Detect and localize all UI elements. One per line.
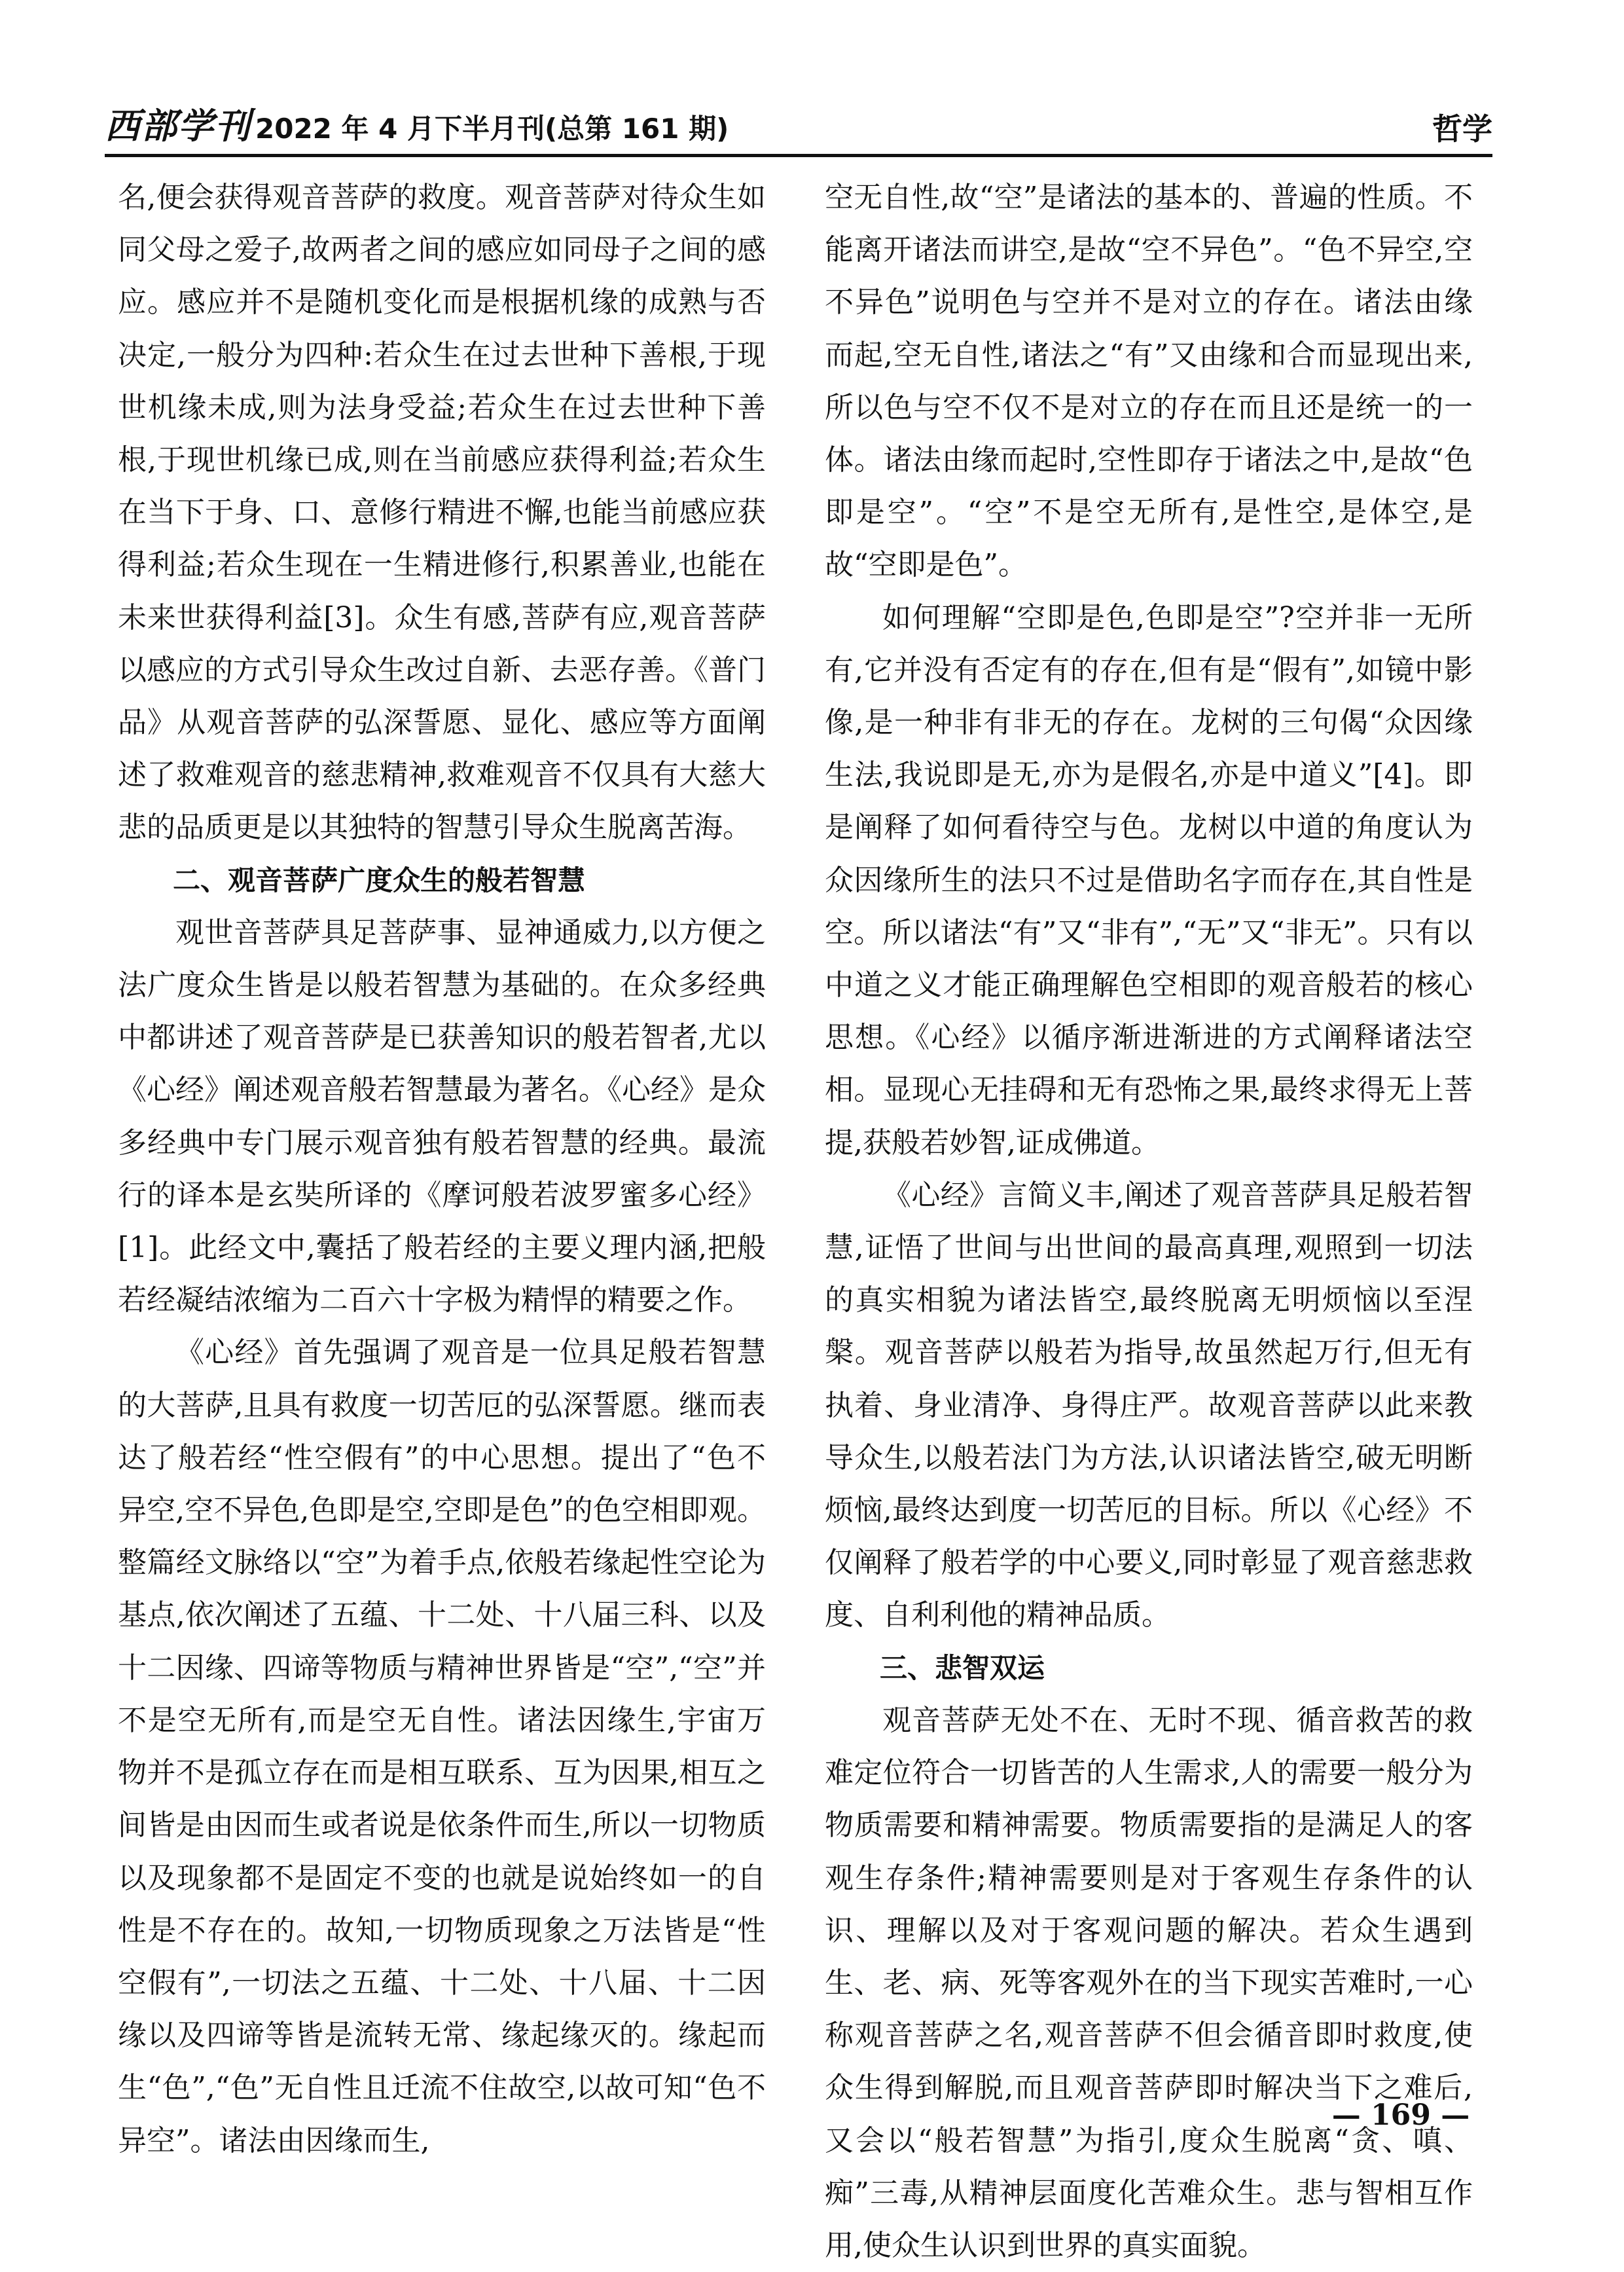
paragraph: 空无自性,故“空”是诸法的基本的、普遍的性质。不能离开诸法而讲空,是故“空不异色”。“色不异空,空不异色”说明色与空并不是对立的存在。诸法由缘而起,空无自性,诸法之“有”又由缘和合而显现出来,所以色与空不仅不是对立的存在而且还是统一的一体。诸法由缘而起时,空性即存于诸法之中,是故“色即是空”。“空”不是空无所有,是性空,是体空,是故“空即是色”。 [825, 181, 1473, 582]
paragraph: 《心经》首先强调了观音是一位具足般若智慧的大菩萨,且具有救度一切苦厄的弘深誓愿。继而表达了般若经“性空假有”的中心思想。提出了“色不异空,空不异色,色即是空,空即是色”的色空相即观。整篇经文脉络以“空”为着手点,依般若缘起性空论为基点,依次阐述了五蕴、十二处、十八届三科、以及十二因缘、四谛等物质与精神世界皆是“空”,“空”并不是空无所有,而是空无自性。诸法因缘生,宇宙万物并不是孤立存在而是相互联系、互为因果,相互之间皆是由因而生或者说是依条件而生,所以一切物质以及现象都不是固定不变的也就是说始终如一的自性是不存在的。故知,一切物质现象之万法皆是“性空假有”,一切法之五蕴、十二处、十八届、十二因缘以及四谛等皆是流转无常、缘起缘灭的。缘起而生“色”,“色”无自性且迁流不住故空,以故可知“色不异空”。诸法由因缘而生, [118, 1336, 766, 2157]
issue-info: 2022 年 4 月下半月刊(总第 161 期) [255, 113, 729, 145]
header-left [105, 98, 729, 149]
right-column [825, 172, 1473, 2272]
paragraph: 观音菩萨无处不在、无时不现、循音救苦的救难定位符合一切皆苦的人生需求,人的需要一般分为物质需要和精神需要。物质需要指的是满足人的客观生存条件;精神需要则是对于客观生存条件的认识、理解以及对于客观问题的解决。若众生遇到生、老、病、死等客观外在的当下现实苦难时,一心称观音菩萨之名,观音菩萨不但会循音即时救度,使众生得到解脱,而且观音菩萨即时解决当下之难后,又会以“般若智慧”为指引,度众生脱离“贪、嗔、痴”三毒,从精神层面度化苦难众生。悲与智相互作用,使众生认识到世界的真实面貌。 [825, 1703, 1473, 2262]
paragraph: 《心经》言简义丰,阐述了观音菩萨具足般若智慧,证悟了世间与出世间的最高真理,观照到一切法的真实相貌为诸法皆空,最终脱离无明烦恼以至涅槃。观音菩萨以般若为指导,故虽然起万行,但无有执着、身业清净、身得庄严。故观音菩萨以此来教导众生,以般若法门为方法,认识诸法皆空,破无明断烦恼,最终达到度一切苦厄的目标。所以《心经》不仅阐释了般若学的中心要义,同时彰显了观音慈悲救度、自利利他的精神品质。 [825, 1178, 1473, 1632]
paragraph: 名,便会获得观音菩萨的救度。观音菩萨对待众生如同父母之爱子,故两者之间的感应如同母子之间的感应。感应并不是随机变化而是根据机缘的成熟与否决定,一般分为四种:若众生在过去世种下善根,于现世机缘未成,则为法身受益;若众生在过去世种下善根,于现世机缘已成,则在当前感应获得利益;若众生在当下于身、口、意修行精进不懈,也能当前感应获得利益;若众生现在一生精进修行,积累善业,也能在未来世获得利益[3]。众生有感,菩萨有应,观音菩萨以感应的方式引导众生改过自新、去恶存善。《普门品》从观音菩萨的弘深誓愿、显化、感应等方面阐述了救难观音的慈悲精神,救难观音不仅具有大慈大悲的品质更是以其独特的智慧引导众生脱离苦海。 [118, 181, 766, 845]
paragraph: 观世音菩萨具足菩萨事、显神通威力,以方便之法广度众生皆是以般若智慧为基础的。在众多经典中都讲述了观音菩萨是已获善知识的般若智者,尤以《心经》阐述观音般若智慧最为著名。《心经》是众多经典中专门展示观音独有般若智慧的经典。最流行的译本是玄奘所译的《摩诃般若波罗蜜多心经》[1]。此经文中,囊括了般若经的主要义理内涵,把般若经凝结浓缩为二百六十字极为精悍的精要之作。 [118, 915, 766, 1317]
section-heading-2: 二、观音菩萨广度众生的般若智慧 [173, 864, 586, 896]
section-label: 哲学 [1432, 111, 1492, 147]
journal-logo: 西部学刊 [105, 105, 251, 147]
page-header [105, 105, 1492, 157]
left-column [118, 172, 766, 2167]
paragraph: 如何理解“空即是色,色即是空”?空并非一无所有,它并没有否定有的存在,但有是“假有”,如镜中影像,是一种非有非无的存在。龙树的三句偈“众因缘生法,我说即是无,亦为是假名,亦是中道义”[4]。即是阐释了如何看待空与色。龙树以中道的角度认为众因缘所生的法只不过是借助名字而存在,其自性是空。所以诸法“有”又“非有”,“无”又“非无”。只有以中道之义才能正确理解色空相即的观音般若的核心思想。《心经》以循序渐进渐进的方式阐释诸法空相。显现心无挂碍和无有恐怖之果,最终求得无上菩提,获般若妙智,证成佛道。 [825, 600, 1473, 1160]
page-number: — 169 — [1331, 2098, 1470, 2132]
section-heading-3: 三、悲智双运 [880, 1651, 1045, 1684]
